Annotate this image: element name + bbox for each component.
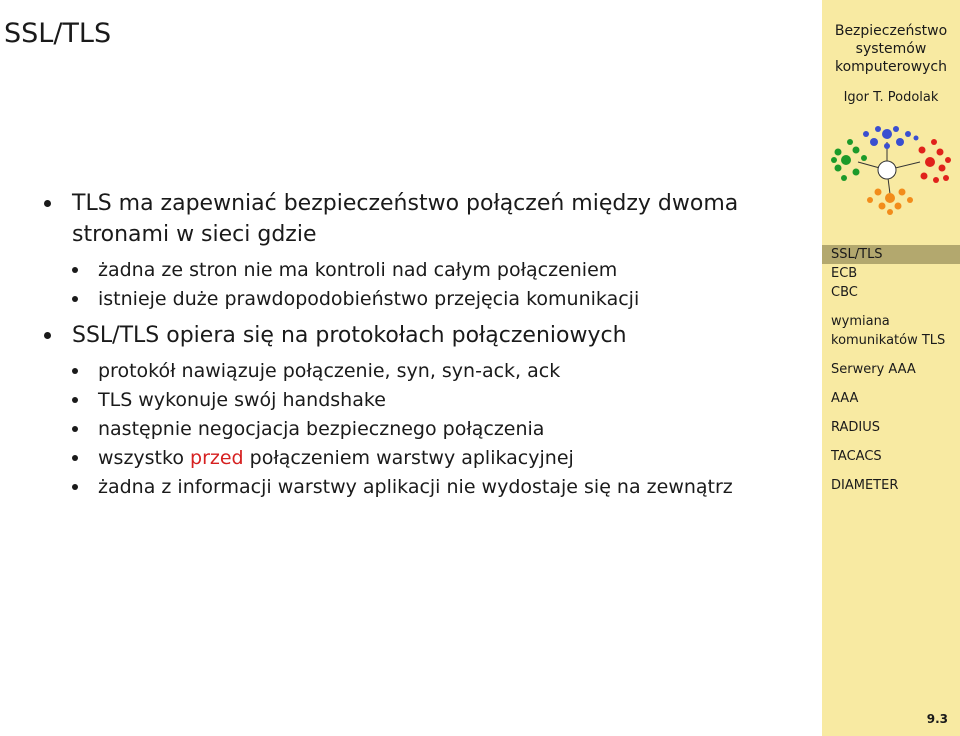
sub-bullet-item bbox=[70, 473, 802, 502]
sub-bullet-icon bbox=[72, 455, 78, 461]
sub-bullet-text: następnie negocjacja bezpiecznego połączenia bbox=[98, 418, 545, 440]
bullet-icon bbox=[44, 332, 51, 339]
sub-bullet-item bbox=[70, 386, 802, 415]
sidebar bbox=[822, 0, 960, 736]
nav-spacer bbox=[822, 302, 960, 312]
sub-bullet-item bbox=[70, 285, 802, 314]
sub-bullet-icon bbox=[72, 296, 78, 302]
highlighted-word: przed bbox=[190, 447, 244, 469]
tree-network-logo-icon bbox=[830, 122, 954, 218]
sub-bullet-item bbox=[70, 415, 802, 444]
course-title: Bezpieczeństwo systemów komputerowych bbox=[834, 23, 948, 75]
nav-spacer bbox=[822, 408, 960, 418]
sub-bullet-item bbox=[70, 444, 802, 473]
sub-bullet-icon bbox=[72, 267, 78, 273]
bullet-item-1 bbox=[42, 188, 802, 250]
sub-list-2 bbox=[70, 357, 802, 502]
nav-item-radius[interactable]: RADIUS bbox=[831, 420, 881, 435]
nav-item-diameter[interactable]: DIAMETER bbox=[831, 478, 899, 493]
nav-item-tacacs[interactable]: TACACS bbox=[831, 449, 882, 464]
sub-bullet-text: TLS wykonuje swój handshake bbox=[98, 389, 386, 411]
sidebar-nav bbox=[822, 245, 960, 495]
nav-item-ssl-tls[interactable]: SSL/TLS bbox=[822, 245, 960, 264]
bullet-icon bbox=[44, 200, 51, 207]
nav-item-wymiana[interactable]: wymiana komunikatów TLS bbox=[831, 314, 946, 348]
bullet-text: TLS ma zapewniać bezpieczeństwo połączeń między dwoma stronami w sieci gdzie bbox=[72, 191, 739, 247]
sub-bullet-text: żadna z informacji warstwy aplikacji nie wydostaje się na zewnątrz bbox=[98, 476, 733, 498]
sub-list-1 bbox=[70, 256, 802, 314]
nav-item-cbc[interactable]: CBC bbox=[831, 285, 858, 300]
sub-bullet-icon bbox=[72, 397, 78, 403]
slide-content bbox=[42, 188, 802, 508]
sub-bullet-text: protokół nawiązuje połączenie, syn, syn-ack, ack bbox=[98, 360, 561, 382]
author-name: Igor T. Podolak bbox=[843, 90, 939, 105]
bullet-text: SSL/TLS opiera się na protokołach połączeniowych bbox=[72, 323, 627, 348]
sub-bullet-text-before: wszystko bbox=[98, 447, 184, 469]
bullet-item-2 bbox=[42, 320, 802, 351]
sub-bullet-item bbox=[70, 357, 802, 386]
nav-spacer bbox=[822, 379, 960, 389]
sub-bullet-icon bbox=[72, 484, 78, 490]
sub-bullet-text: istnieje duże prawdopodobieństwo przejęcia komunikacji bbox=[98, 288, 640, 310]
nav-item-serwery-aaa[interactable]: Serwery AAA bbox=[831, 362, 916, 377]
nav-spacer bbox=[822, 350, 960, 360]
sub-bullet-text-after: połączeniem warstwy aplikacyjnej bbox=[249, 447, 574, 469]
frame-title: SSL/TLS bbox=[4, 18, 112, 49]
nav-spacer bbox=[822, 466, 960, 476]
page-number: 9.3 bbox=[926, 712, 948, 726]
nav-item-ecb[interactable]: ECB bbox=[831, 266, 858, 281]
sub-bullet-icon bbox=[72, 426, 78, 432]
sub-bullet-item bbox=[70, 256, 802, 285]
nav-item-aaa[interactable]: AAA bbox=[831, 391, 859, 406]
sub-bullet-text: żadna ze stron nie ma kontroli nad całym połączeniem bbox=[98, 259, 618, 281]
sub-bullet-icon bbox=[72, 368, 78, 374]
nav-spacer bbox=[822, 437, 960, 447]
